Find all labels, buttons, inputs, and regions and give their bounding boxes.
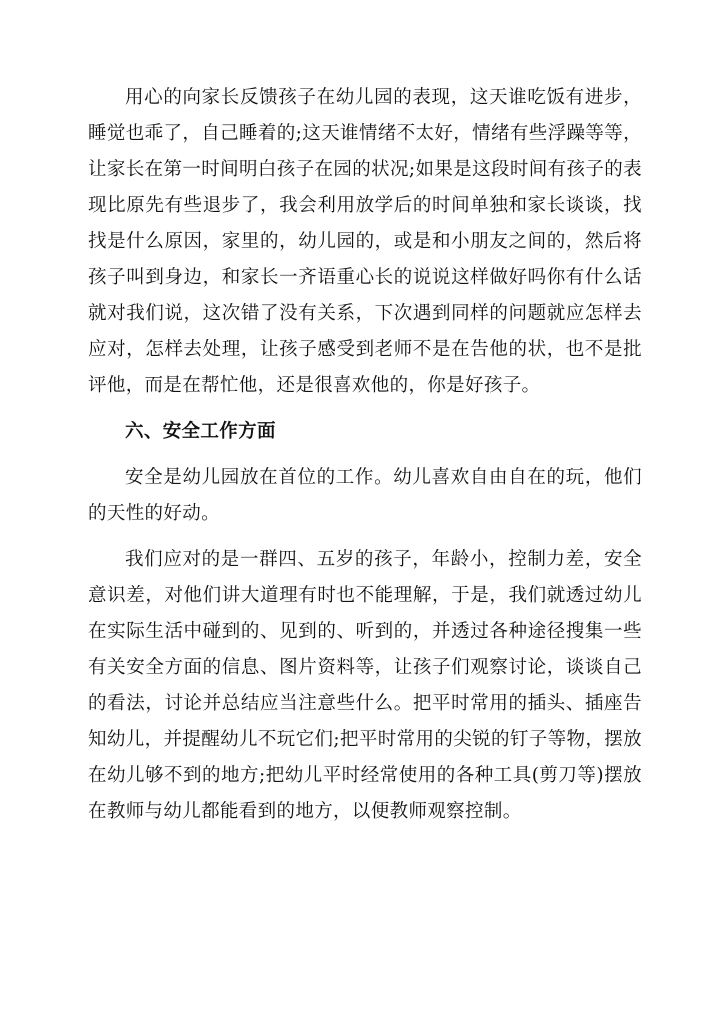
paragraph-gap: [88, 532, 642, 542]
section-heading-safety: 六、安全工作方面: [125, 421, 276, 442]
paragraph-parent-feedback: 用心的向家长反馈孩子在幼儿园的表现，这天谁吃饭有进步，睡觉也乖了，自己睡着的;这天谁情绪不太好，情绪有些浮躁等等，让家长在第一时间明白孩子在园的状况;如果是这段时间有孩子的表现比原先有些退步了，我会利用放学后的时间单独和家长谈谈，找找是什么原因，家里的，幼儿园的，或是和小朋友之间的，然后将孩子叫到身边，和家长一齐语重心长的说说这样做好吗你有什么话就对我们说，这次错了没有关系，下次遇到同样的问题就应怎样去应对，怎样去处理，让孩子感受到老师不是在告他的状，也不是批评他，而是在帮忙他，还是很喜欢他的，你是好孩子。: [88, 87, 642, 396]
paragraph-gap: [88, 404, 642, 414]
paragraph-gap: [88, 450, 642, 460]
paragraph-safety-priority: 安全是幼儿园放在首位的工作。幼儿喜欢自由自在的玩，他们的天性的好动。: [88, 467, 642, 524]
paragraph-safety-measures: 我们应对的是一群四、五岁的孩子，年龄小，控制力差，安全意识差，对他们讲大道理有时也不能理解，于是，我们就透过幼儿在实际生活中碰到的、见到的、听到的，并透过各种途径搜集一些有关安全方面的信息、图片资料等，让孩子们观察讨论，谈谈自己的看法，讨论并总结应当注意些什么。把平时常用的插头、插座告知幼儿，并提醒幼儿不玩它们;把平时常用的尖锐的钉子等物，摆放在幼儿够不到的地方;把幼儿平时经常使用的各种工具(剪刀等)摆放在教师与幼儿都能看到的地方，以便教师观察控制。: [88, 549, 642, 822]
document-body: [88, 80, 642, 830]
